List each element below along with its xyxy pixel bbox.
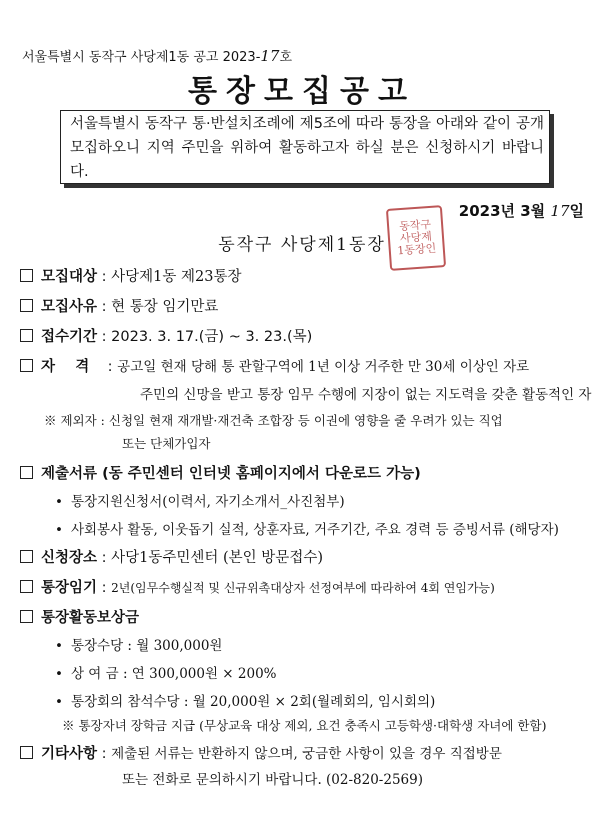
date-handwritten: 17 xyxy=(550,202,570,220)
date-prefix: 2023년 3월 xyxy=(458,202,551,220)
exclusion-text: 신청일 현재 재개발·재건축 조합장 등 이권에 영향을 줄 우려가 있는 직업 xyxy=(108,413,503,428)
item-etc: 기타사항 : 제출된 서류는 반환하지 않으며, 궁금한 사항이 있을 경우 직접방문 xyxy=(20,742,502,763)
qualification-line2: 주민의 신망을 받고 통장 임무 수행에 지장이 없는 지도력을 갖춘 활동적인 자 xyxy=(140,387,592,403)
documents-label: 제출서류 (동 주민센터 인터넷 홈페이지에서 다운로드 가능) xyxy=(41,466,421,482)
checkbox-icon xyxy=(20,550,33,563)
office-name: 동작구 사당제1동장 xyxy=(218,235,386,255)
documents-bullet-1: • 통장지원신청서(이력서, 자기소개서_사진첨부) xyxy=(55,490,345,510)
reason-label: 모집사유 xyxy=(41,299,98,315)
place-label: 신청장소 xyxy=(41,550,98,566)
target-label: 모집대상 xyxy=(41,269,98,285)
compensation-bullet-1: • 통장수당 : 월 300,000원 xyxy=(55,634,222,654)
item-compensation xyxy=(20,606,139,627)
compensation-label: 통장활동보상금 xyxy=(41,610,140,626)
checkbox-icon xyxy=(20,269,33,282)
checkbox-icon xyxy=(20,329,33,342)
item-documents xyxy=(20,462,421,483)
period-value: 2023. 3. 17.(금) ~ 3. 23.(목) xyxy=(111,329,313,345)
etc-label: 기타사항 xyxy=(41,746,98,762)
checkbox-icon xyxy=(20,299,33,312)
item-place: 신청장소 : 사당1동주민센터 (본인 방문접수) xyxy=(20,546,323,567)
etc-line1: 제출된 서류는 반환하지 않으며, 궁금한 사항이 있을 경우 직접방문 xyxy=(111,746,502,762)
item-term: 통장임기 : 2년(임무수행실적 및 신규위촉대상자 선정여부에 따라하여 4회 연임가능) xyxy=(20,576,495,597)
checkbox-icon xyxy=(20,359,33,372)
exclusion-line1 xyxy=(44,411,503,429)
official-seal: 동작구 사당제 1동장인 xyxy=(386,205,446,271)
notice-number-suffix: 호 xyxy=(279,50,293,65)
exclusion-line2: 또는 단체가입자 xyxy=(122,436,211,451)
checkbox-icon xyxy=(20,746,33,759)
term-value: 2년(임무수행실적 및 신규위촉대상자 선정여부에 따라하여 4회 연임가능) xyxy=(111,581,495,595)
intro-text: 서울특별시 동작구 통·반설치조례에 제5조에 따라 통장을 아래와 같이 공개모집하오니 지역 주민을 위하여 활동하고자 하실 분은 신청하시기 바랍니다. xyxy=(70,116,544,180)
checkbox-icon xyxy=(20,610,33,623)
qualification-label: 자 격 xyxy=(41,359,90,375)
checkbox-icon xyxy=(20,466,33,479)
place-value: 사당1동주민센터 (본인 방문접수) xyxy=(111,550,323,566)
notice-number-prefix: 서울특별시 동작구 사당제1동 공고 2023- xyxy=(22,50,261,65)
etc-line2: 또는 전화로 문의하시기 바랍니다. (02-820-2569) xyxy=(122,772,423,788)
date-suffix: 일 xyxy=(569,202,584,220)
notice-number-handwritten: 17 xyxy=(260,47,280,65)
documents-bullet-2: • 사회봉사 활동, 이웃돕기 실적, 상훈자료, 거주기간, 주요 경력 등 증빙서류 (해당자) xyxy=(55,518,559,538)
item-target: 모집대상 : 사당제1동 제23통장 xyxy=(20,265,241,286)
term-label: 통장임기 xyxy=(41,580,98,596)
compensation-bullet-2: • 상 여 금 : 연 300,000원 × 200% xyxy=(55,662,277,682)
notice-date xyxy=(459,200,584,221)
notice-number xyxy=(22,46,292,65)
item-period: 접수기간 : 2023. 3. 17.(금) ~ 3. 23.(목) xyxy=(20,325,312,346)
reason-value: 현 통장 임기만료 xyxy=(111,299,219,315)
qualification-line1: 공고일 현재 당해 통 관할구역에 1년 이상 거주한 만 30세 이상인 자로 xyxy=(117,359,530,375)
compensation-bullet-3: • 통장회의 참석수당 : 월 20,000원 × 2회(월례회의, 임시회의) xyxy=(55,690,435,710)
target-value: 사당제1동 제23통장 xyxy=(111,269,242,285)
exclusion-prefix: ※ 제외자 : xyxy=(44,413,105,428)
item-qualification: 자 격 : 공고일 현재 당해 통 관할구역에 1년 이상 거주한 만 30세 이상인 자로 xyxy=(20,355,529,376)
period-label: 접수기간 xyxy=(41,329,98,345)
page-title: 통장모집공고 xyxy=(188,74,416,109)
compensation-note: ※ 통장자녀 장학금 지급 (무상교육 대상 제외, 요건 충족시 고등학생·대학생 자녀에 한함) xyxy=(62,718,547,733)
item-reason: 모집사유 : 현 통장 임기만료 xyxy=(20,295,218,316)
checkbox-icon xyxy=(20,580,33,593)
